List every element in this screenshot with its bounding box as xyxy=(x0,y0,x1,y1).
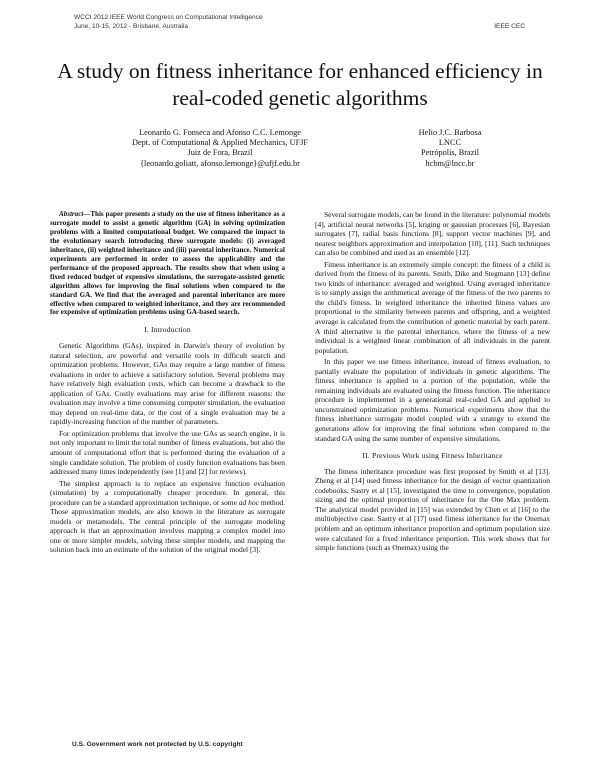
paragraph: The fitness inheritance procedure was first proposed by Smith et al [13]. Zheng et al [14] used fitness inheritance for the design of vector quantization codebooks. Sastry et al [15], investigated the time to convergence, population sizing and the optimal proportion of inheritance for the One Max problem. The analytical model provided in [15] was extended by Chen et al [16] to the multiobjective case. Sastry et al [17] used fitness inheritance for the Onemax problem and an optimum inheritance proportion and optimum population size were calculated for a fixed inheritance proportion. This work shows that for simple functions (such as Onemax) using the xyxy=(315,466,550,553)
author-name: Helio J.C. Barbosa xyxy=(418,128,482,137)
paragraph-text: The simplest approach is to replace an expensive function evaluation (simulation) by a computationally cheaper procedure. In general, this procedure can be a standard approximation technique, or some xyxy=(50,478,285,507)
running-header xyxy=(74,14,263,31)
author-block-lncc xyxy=(395,128,505,169)
paragraph: In this paper we use fitness inheritance, instead of fitness evaluation, to partially evaluate the population of individuals in genetic algorithms. The fitness inheritance is applied to a portion of the population, while the remaining individuals are evaluated using the fitness function. The inheritance procedure is implemented in a generational real-coded GA and applied to unconstrained optimization problems. Numerical experiments show that the fitness inheritance surrogate model coupled with a strategy to extend the generations allow for improving the final solutions when compared to the standard GA using the same number of expensive simulations. xyxy=(315,357,550,443)
author-names: Leonardo G. Fonseca and Afonso C.C. Lemonge xyxy=(139,128,301,137)
author-city: Juiz de Fora, Brazil xyxy=(187,148,253,158)
author-affiliation: LNCC xyxy=(438,138,462,148)
paragraph-emphasis: ad hoc xyxy=(238,497,259,507)
author-block-ufjf xyxy=(110,128,330,169)
paragraph xyxy=(50,479,285,555)
conference-name: WCCI 2012 IEEE World Congress on Computational Intelligence xyxy=(74,14,263,21)
author-city: Petrópolis, Brazil xyxy=(420,148,480,158)
paragraph: For optimization problems that involve the use GAs as search engine, it is not only important to limit the total number of fitness evaluations, but also the amount of computational effort that is performed during the evaluation of a single candidate solution. The problem of costly function evaluations has been addressed many times independently (see [1] and [2] for reviews). xyxy=(50,428,285,477)
paper-title: A study on fitness inheritance for enhanced efficiency in real-coded genetic algorithms xyxy=(57,59,543,110)
right-column xyxy=(315,210,550,553)
paragraph: Genetic Algorithms (GAs), inspired in Darwin's theory of evolution by natural selection, are powerful and versatile tools in difficult search and optimization problems. However, GAs may require a large number of fitness evaluations in order to achieve a satisfactory solution. Several problems may have relatively high evaluation costs, which can become a drawback to the application of GAs. Costly evaluations may arise for different reasons: the evaluation may involve a time consuming computer simulation, the evaluation may depend on real-time data, or the cost of a single evaluation may be a rapidly-increasing function of the number of parameters. xyxy=(50,340,285,427)
paragraph: Fitness inheritance is an extremely simple concept: the fitness of a child is derived from the fitness of its parents. Smith, Dike and Stegmann [13] define two kinds of inheritance: averaged and weighted. Using averaged inheritance is to simply assign the arithmetical average of the fitness of the two parents to the child's fitness. In weighted inheritance the inherited fitness values are proportional to the similarity between parents and offspring, and a weighted average is calculated from the contribution of genetic material by each parent. A third alternative is the parental inheritance, where the fitness of a new individual is a weighted linear combination of all individuals in the parent population. xyxy=(315,259,550,355)
paragraph: Several surrogate models, can be found in the literature: polynomial models [4], artificial neural networks [5], kriging or gaussian processes [6], Bayesian surrogates [7], radial basis functions [8], support vector machines [9], and nearest neighbors approximation and interpolation [10], [11]. Such techniques can also be combined and used as an ensemble [12]. xyxy=(315,210,550,258)
copyright-footer: U.S. Government work not protected by U.S. copyright xyxy=(72,741,243,748)
conference-date-location: June, 10-15, 2012 - Brisbane, Australia xyxy=(74,22,188,30)
track-label: IEEE CEC xyxy=(494,23,525,30)
author-affiliation: Dept. of Computational & Applied Mechanics, UFJF xyxy=(131,138,309,148)
paragraph-text: method. Those approximation models, are also known in the literature as surrogate models or metamodels. The central principle of the surrogate modeling approach is that an approximation involves mapping a complex model into one or more simpler models, solving these simpler models, and mapping the solution back into an estimate of the solution of the original model [3]. xyxy=(50,497,285,555)
author-email: hcbm@lncc.br xyxy=(425,158,475,168)
section-heading-previous-work: II. Previous Work using Fitness Inheritance xyxy=(362,451,503,461)
section-heading-introduction: I. Introduction xyxy=(144,325,191,335)
author-email: {leonardo.goliatt, afonso.lemonge}@ufjf.edu.br xyxy=(140,158,300,168)
left-column xyxy=(50,210,285,555)
abstract-lead: Abstract xyxy=(59,210,84,218)
abstract-text: —This paper presents a study on the use of fitness inheritance as a surrogate model to assist a genetic algorithm (GA) in solving optimization problems with a limited computational budget. We compared the impact to the evolutionary search introducing three surrogate models: (i) averaged inheritance, (ii) weighted inheritance and (iii) parental inheritance. Numerical experiments are performed in order to assess the applicability and the performance of the proposed approach. The results show that when using a fixed reduced budget of expensive simulations, the surrogate-assisted genetic algorithm allows for improving the final solutions when compared to the standard GA. We find that the averaged and parental inheritance are more effective when compared to weighted inheritance, and they are recommended for expensive of optimization problems using GA-based search. xyxy=(50,210,285,317)
abstract xyxy=(50,210,285,317)
